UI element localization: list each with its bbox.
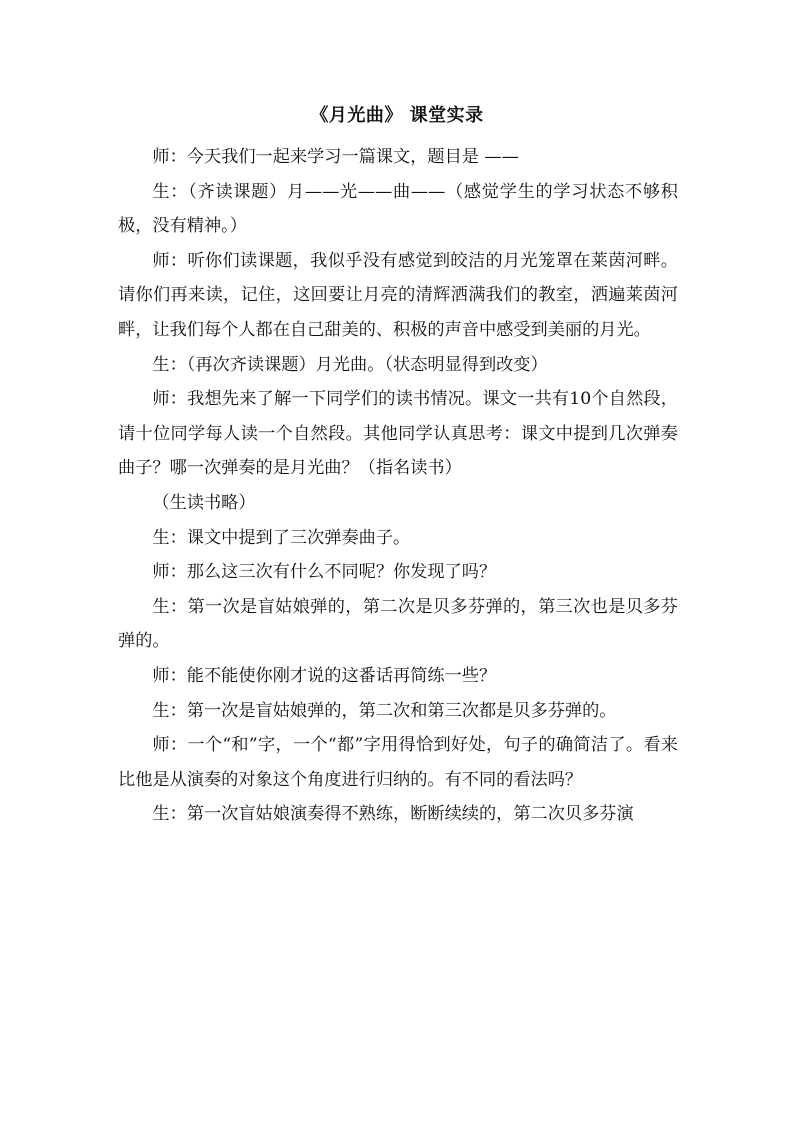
- paragraph-teacher-feedback: 师：一个“和”字，一个“都”字用得恰到好处，句子的确简洁了。看来比他是从演奏的对象这个角度进行归纳的。有不同的看法吗？: [118, 735, 678, 790]
- document-body: [118, 140, 678, 832]
- paragraph-student-performers: 生：第一次是盲姑娘弹的，第二次是贝多芬弹的，第三次也是贝多芬弹的。: [118, 596, 678, 652]
- paragraph-student-three-times: 生：课文中提到了三次弹奏曲子。: [152, 527, 411, 548]
- paragraph-teacher-moonlight: 师：听你们读课题，我似乎没有感觉到皎洁的月光笼罩在莱茵河畔。请你们再来读，记住，这回要让月亮的清辉洒满我们的教室，洒遍莱茵河畔，让我们每个人都在自己甜美的、积极的声音中感受到美丽的月光。: [118, 250, 678, 340]
- paragraph-teacher-intro: 师：今天我们一起来学习一篇课文，题目是 ——: [152, 147, 519, 167]
- document-title: 《月光曲》 课堂实录: [310, 105, 484, 126]
- paragraph-students-reread: 生：（再次齐读课题）月光曲。（状态明显得到改变）: [152, 354, 548, 375]
- paragraph-teacher-difference: 师：那么这三次有什么不同呢？你发现了吗？: [152, 562, 497, 583]
- paragraph-teacher-simplify: 师：能不能使你刚才说的这番话再简练一些？: [152, 665, 497, 686]
- paragraph-students-read-title: 生：（齐读课题）月——光——曲——（感觉学生的学习状态不够积极，没有精神。）: [118, 181, 678, 237]
- paragraph-student-simplified: 生：第一次是盲姑娘弹的，第二次和第三次都是贝多芬弹的。: [152, 700, 617, 721]
- paragraph-teacher-reading-task: 师：我想先来了解一下同学们的读书情况。课文一共有10个自然段，请十位同学每人读一个自然段。其他同学认真思考：课文中提到几次弹奏曲子？哪一次弹奏的是月光曲？（指名读书）: [118, 389, 678, 479]
- paragraph-student-alternative: 生：第一次盲姑娘演奏得不熟练，断断续续的，第二次贝多芬演: [152, 804, 634, 825]
- paragraph-students-reading-note: （生读书略）: [152, 492, 256, 513]
